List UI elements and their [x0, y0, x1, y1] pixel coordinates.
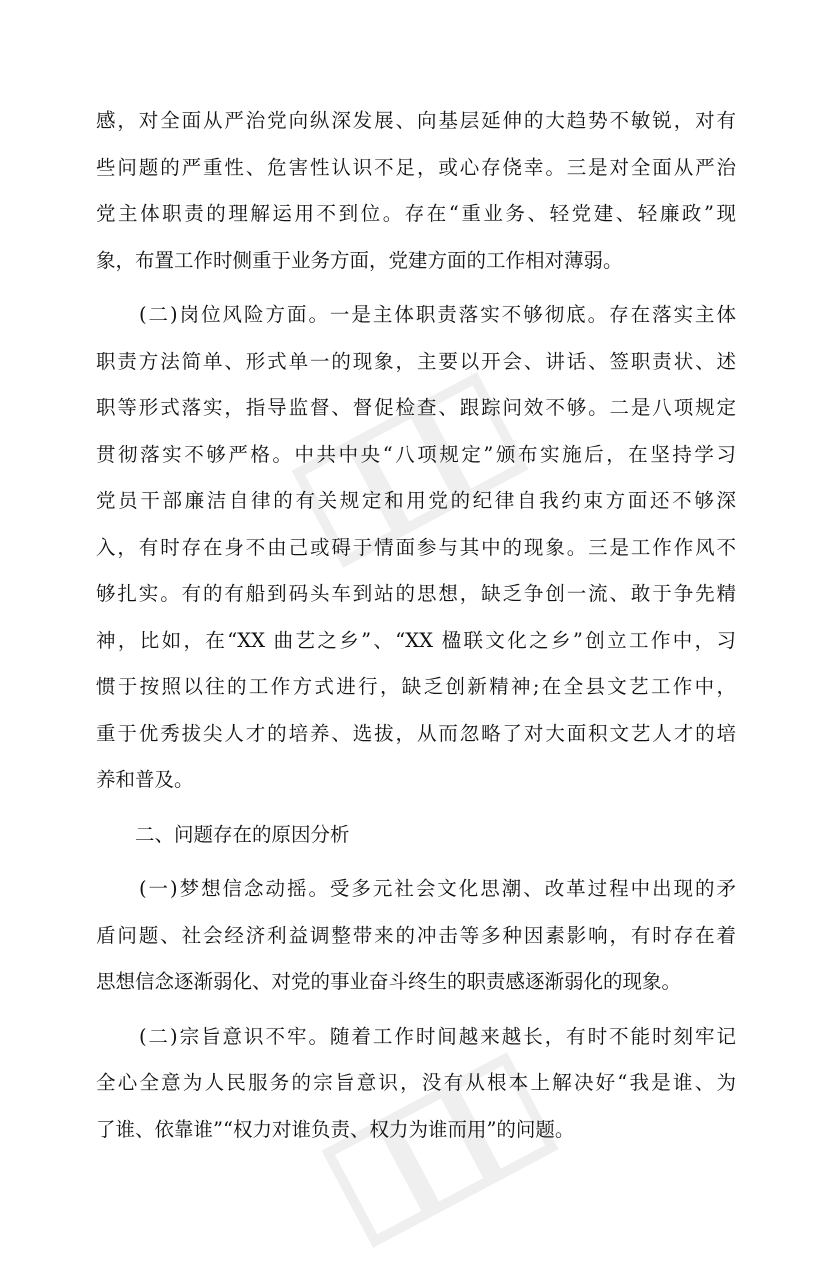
- text-line: 神，比如，在“XX 曲艺之乡”、“XX 楹联文化之乡”创立工作中，习: [96, 628, 736, 652]
- text-line: 了谁、依靠谁”“权力对谁负责、权力为谁而用”的问题。: [96, 1117, 575, 1141]
- text-line: 象，布置工作时侧重于业务方面，党建方面的工作相对薄弱。: [96, 248, 623, 272]
- paragraph: [96, 866, 736, 1006]
- text-line: 全心全意为人民服务的宗旨意识，没有从根本上解决好“我是谁、为: [96, 1071, 736, 1094]
- paragraph: [96, 1014, 736, 1154]
- text-line: 党员干部廉洁自律的有关规定和用党的纪律自我约束方面还不够深: [96, 489, 736, 512]
- text-line: 够扎实。有的有船到码头车到站的思想，缺乏争创一流、敢于争先精: [96, 582, 736, 605]
- text-line: 重于优秀拔尖人才的培养、选拔，从而忽略了对大面积文艺人才的培: [96, 721, 736, 745]
- text-line: 党主体职责的理解运用不到位。存在“重业务、轻党建、轻廉政”现: [96, 202, 736, 225]
- text-line: (二)岗位风险方面。一是主体职责落实不够彻底。存在落实主体: [96, 303, 736, 326]
- paragraph: [96, 98, 736, 284]
- text-line: 感，对全面从严治党向纵深发展、向基层延伸的大趋势不敏锐，对有: [96, 109, 736, 132]
- text-line: (二)宗旨意识不牢。随着工作时间越来越长，有时不能时刻牢记: [96, 1024, 736, 1048]
- heading-line: 二、问题存在的原因分析: [96, 822, 350, 846]
- text-line: 入，有时存在身不由己或碍于情面参与其中的现象。三是工作作风不: [96, 535, 736, 559]
- text-line: 职等形式落实，指导监督、督促检查、跟踪问效不够。二是八项规定: [96, 396, 736, 419]
- paragraph: [96, 292, 736, 804]
- text-line: 思想信念逐渐弱化、对党的事业奋斗终生的职责感逐渐弱化的现象。: [96, 970, 682, 993]
- text-line: 些问题的严重性、危害性认识不足，或心存侥幸。三是对全面从严治: [96, 155, 736, 179]
- text-line: (一)梦想信念动摇。受多元社会文化思潮、改革过程中出现的矛: [96, 877, 736, 900]
- document-body: [96, 98, 736, 1153]
- text-line: 盾问题、社会经济利益调整带来的冲击等多种因素影响，有时存在着: [96, 923, 736, 947]
- text-line: 贯彻落实不够严格。中共中央“八项规定”颁布实施后，在坚持学习: [96, 442, 736, 466]
- text-line: 养和普及。: [96, 768, 194, 791]
- text-line: 职责方法简单、形式单一的现象，主要以开会、讲话、签职责状、述: [96, 349, 736, 373]
- section-heading: [96, 812, 736, 859]
- text-line: 惯于按照以往的工作方式进行，缺乏创新精神;在全县文艺工作中，: [96, 675, 736, 698]
